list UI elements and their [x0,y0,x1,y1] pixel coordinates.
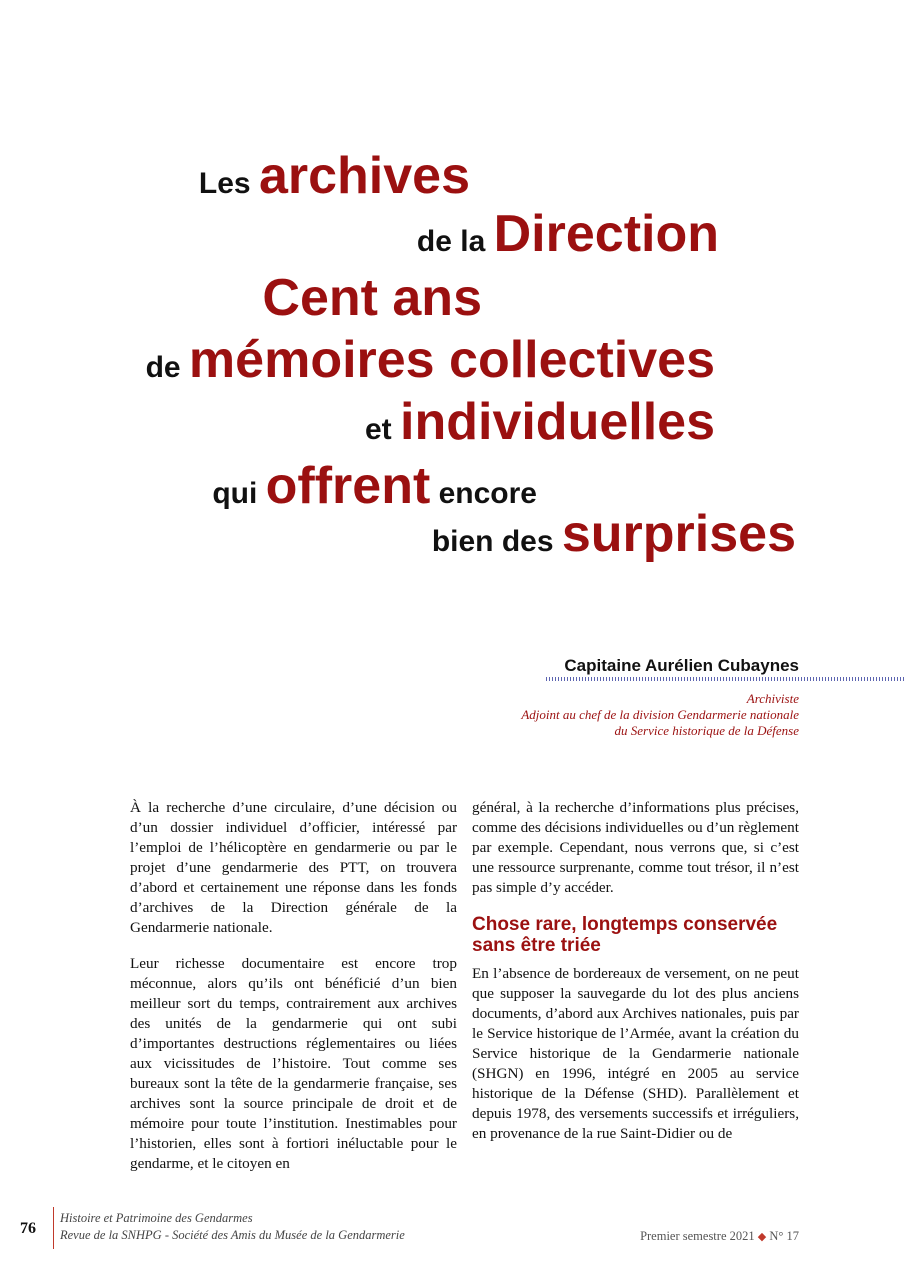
title-line [262,269,482,327]
paragraph: général, à la recherche d’informations plus précises, comme des décisions individuelles ou d’un règlement par exemple. Cependant, nous verrons que, si c’est une ressource surprenante, comme tout trésor, il n’est pas simple d’y accéder. [472,799,799,896]
title-emphasis: archives [258,147,470,205]
paragraph: À la recherche d’une circulaire, d’une décision ou d’un dossier individuel d’officier, intéressé par l’emploi de l’hélicoptère en gendarmerie ou par le projet d’une gendarmerie des PTT, on trouvera d’abord et certainement une réponse dans les fonds d’archives de la Direction générale de la Gendarmerie nationale. [130,799,457,936]
title-word: de la [416,225,494,258]
title-word: qui [212,477,266,510]
author-roles [521,691,799,739]
title-emphasis: surprises [561,505,796,563]
diamond-icon: ◆ [757,1231,767,1243]
title-line [145,331,715,389]
title-emphasis: mémoires collectives [188,331,715,389]
paragraph: En l’absence de bordereaux de versement, on ne peut que supposer la sauvegarde du lot des plus anciens documents, d’abord aux Archives nationales, puis par le Service historique de l’Armée, avant la création du Service historique de la Gendarmerie nationale (SHGN) en 1996, intégré en 2005 au service historique de la Défense (SHD). Parallèlement et depuis 1978, des versements successifs et irréguliers, en provenance de la rue Saint-Didier ou de [472,965,799,1142]
body-column-right [472,798,799,1160]
title-word: Les [198,167,259,200]
title-emphasis: individuelles [400,393,715,451]
journal-title: Histoire et Patrimoine des Gendarmes [60,1211,253,1225]
journal-subtitle: Revue de la SNHPG - Société des Amis du Musée de la Gendarmerie [60,1228,405,1242]
title-emphasis: Direction [493,205,719,263]
title-word: encore [430,477,537,510]
author-role: du Service historique de la Défense [614,723,799,738]
journal-name [60,1210,405,1244]
title-emphasis: Cent ans [262,269,482,327]
title-line [416,205,719,263]
issue-number: N° 17 [769,1229,799,1243]
title-line [365,393,715,451]
page-number: 76 [20,1220,36,1237]
title-emphasis: offrent [265,457,431,515]
title-line [212,457,537,515]
author-role: Archiviste [746,691,799,706]
issue-date: Premier semestre 2021 [640,1229,755,1243]
footer-divider [53,1207,54,1249]
section-heading: Chose rare, longtemps conservée sans être triée [472,914,778,956]
author-divider [546,677,905,681]
title-word: bien des [431,525,562,558]
title-word: de [145,351,189,384]
issue-info [640,1229,799,1244]
title-line [431,505,796,563]
title-word: et [365,413,401,446]
author-name: Capitaine Aurélien Cubaynes [564,656,799,675]
title-line [198,147,470,205]
body-column-left [130,798,457,1190]
paragraph: Leur richesse documentaire est encore trop méconnue, alors qu’ils ont bénéficié d’un bien meilleur sort du temps, contrairement aux archives des unités de la gendarmerie qui ont subi d’importantes destructions réglementaires ou liées aux vicissitudes de l’histoire. Tout comme ses bureaux sont la tête de la gendarmerie française, ses archives sont la source principale de droit et de mémoire pour toute l’institution. Inestimables pour l’historien, elles sont à fortiori inéluctable pour le gendarme, et le citoyen en [130,955,457,1172]
author-role: Adjoint au chef de la division Gendarmerie nationale [521,707,799,722]
